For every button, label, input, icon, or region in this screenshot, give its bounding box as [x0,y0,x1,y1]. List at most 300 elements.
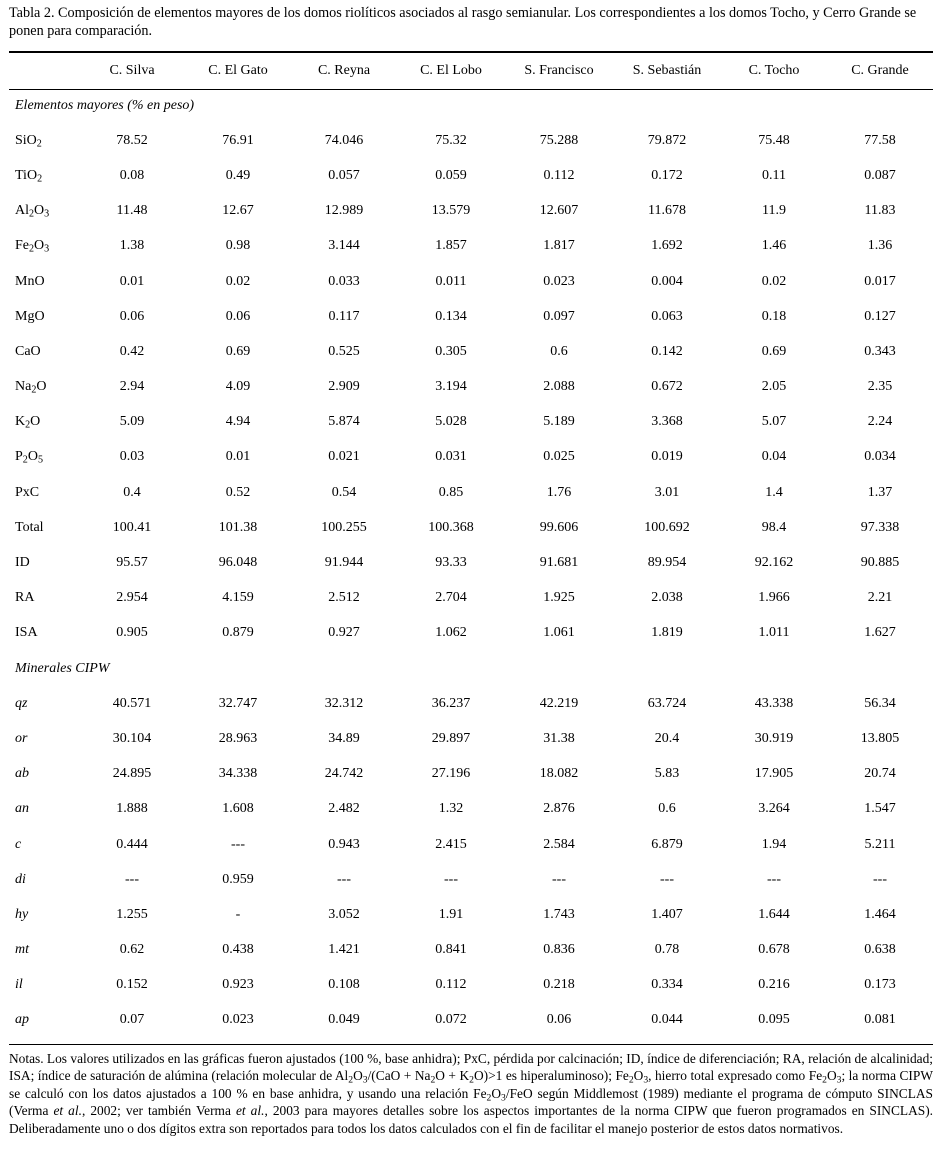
table-cell: 2.038 [651,590,683,606]
table-cell: 12.607 [539,203,579,219]
note-text: /(CaO + Na [367,1068,431,1084]
oxide-subscript: 5 [37,454,44,466]
table-cell: 5.07 [761,414,787,430]
table-cell: 5.09 [119,414,145,430]
table-cell: 0.52 [225,484,251,500]
table-cell: 0.218 [543,977,575,993]
table-cell: 0.836 [543,942,575,958]
table-cell: 2.35 [867,379,893,395]
table-row [9,194,933,229]
table-cell: 0.117 [328,308,360,324]
table-cell: 1.46 [761,238,787,254]
note-text: O + K [435,1068,470,1084]
table-cell: 0.112 [543,167,575,183]
row-label [9,299,79,334]
row-label [9,510,79,545]
row-label: RA [15,590,35,606]
table-cell: 0.04 [761,449,787,465]
table-cell: 98.4 [761,519,787,535]
table-cell: 0.08 [119,167,145,183]
table-cell: 3.01 [654,484,680,500]
table-cell: --- [125,871,139,887]
table-cell: 0.017 [864,273,896,289]
table-cell: 93.33 [435,555,467,571]
oxide-base: MnO [15,273,45,289]
table-cell: 2.876 [543,801,575,817]
table-cell: 0.023 [222,1012,254,1028]
table-cell: 1.888 [116,801,148,817]
table-cell: 20.4 [654,730,680,746]
column-header: S. Francisco [524,63,594,78]
table-cell: 1.94 [761,836,787,852]
table-cell: 43.338 [754,695,794,711]
note-et-al: et al. [53,1103,82,1119]
table-cell: 100.41 [112,519,152,535]
note-text: /FeO según Middlemost (1989) mediante el programa de cómputo SINCLAS (Verma [9,1085,933,1119]
note-sub: 2 [469,1074,474,1086]
table-cell: 89.954 [647,555,687,571]
table-cell: 56.34 [864,695,896,711]
row-label [9,405,79,440]
table-cell: 0.031 [435,449,467,465]
table-cell: 0.134 [435,308,467,324]
table-cell: 4.94 [225,414,251,430]
table-cell: 91.944 [324,555,364,571]
note-sub: 3 [501,1092,506,1104]
table-cell: 1.76 [546,484,572,500]
note-sub: 2 [430,1074,436,1086]
table-cell: 13.579 [431,203,471,219]
table-cell: 17.905 [754,766,794,782]
table-cell: 100.255 [321,519,367,535]
table-caption: Tabla 2. Composición de elementos mayores de los domos riolíticos asociados al rasgo semianular. Los correspondientes a los domos Tocho, y Cerro Grande se ponen para comparación. [9,5,917,39]
table-cell: 0.127 [864,308,896,324]
table-cell: 11.9 [762,203,786,219]
table-cell: 5.028 [435,414,467,430]
table-cell: 1.255 [116,906,148,922]
table-cell: 20.74 [864,766,896,782]
table-cell: 100.692 [644,519,690,535]
table-cell: 0.081 [864,1012,896,1028]
table-cell: 0.4 [123,484,141,500]
table-cell: --- [767,871,781,887]
table-row [9,510,933,545]
table-cell: 1.857 [435,238,467,254]
table-cell: --- [873,871,887,887]
table-cell: 3.194 [435,379,467,395]
table-cell: 1.36 [867,238,893,254]
table-cell: 34.89 [328,730,360,746]
table-cell: 0.033 [328,273,360,289]
oxide-subscript: 2 [31,384,37,396]
table-cell: 0.142 [651,343,683,359]
table-cell: 1.4 [765,484,783,500]
table-cell: 99.606 [539,519,579,535]
table-cell: 2.05 [761,379,787,395]
oxide-base: PxC [15,484,40,500]
note-text: , 2002; ver también Verma [81,1103,236,1119]
table-cell: 92.162 [754,555,794,571]
table-cell: 0.063 [651,308,683,324]
oxide-oxygen: O [34,238,45,254]
table-row [9,968,933,1003]
table-cell: 78.52 [116,132,148,148]
table-cell: 0.678 [758,942,790,958]
row-label: ab [15,766,29,782]
table-row [9,123,933,158]
table-cell: 75.288 [539,132,579,148]
table-row [9,229,933,264]
bottom-rule [9,1044,933,1045]
table-cell: 0.943 [328,836,360,852]
table-cell: 29.897 [431,730,471,746]
table-cell: 1.062 [435,625,467,641]
table-cell: 5.83 [654,766,680,782]
table-row [9,581,933,616]
table-cell: 24.895 [112,766,152,782]
table-cell: 63.724 [647,695,687,711]
oxide-base: Total [15,519,44,535]
oxide-oxygen: O [34,203,45,219]
section-row [9,651,933,686]
oxide-subscript: 2 [22,454,28,466]
table-cell: 1.644 [758,906,790,922]
note-et-al: et al. [235,1103,265,1119]
table-cell: 1.407 [651,906,683,922]
table-cell: 24.742 [324,766,364,782]
table-cell: --- [231,836,245,852]
table-cell: 2.088 [543,379,575,395]
row-label [9,334,79,369]
table-row [9,757,933,792]
table-cell: 40.571 [112,695,152,711]
oxide-base: Fe [15,238,29,254]
table-cell: 1.421 [328,942,360,958]
table-cell: --- [444,871,458,887]
table-cell: 1.925 [543,590,575,606]
oxide-subscript: 2 [29,243,35,255]
table-cell: 0.057 [328,167,360,183]
row-label [9,440,79,475]
table-row [9,827,933,862]
table-row [9,897,933,932]
table-cell: - [235,906,241,922]
row-label: an [15,801,29,817]
table-cell: 1.608 [222,801,254,817]
table-cell: 0.343 [864,343,896,359]
table-row [9,405,933,440]
table-cell: 0.11 [762,167,786,183]
table-cell: 0.173 [864,977,896,993]
oxide-base: K [15,414,26,430]
table-cell: --- [660,871,674,887]
table-cell: 79.872 [647,132,687,148]
row-label [9,229,79,264]
note-text: O [353,1068,363,1084]
note-sub: 2 [822,1074,827,1086]
table-cell: 0.172 [651,167,683,183]
table-cell: 0.097 [543,308,575,324]
table-cell: 0.69 [761,343,787,359]
table-cell: 30.104 [112,730,152,746]
table-cell: 3.052 [328,906,360,922]
table-cell: 75.32 [435,132,467,148]
table-cell: 2.415 [435,836,467,852]
table-cell: 91.681 [539,555,579,571]
table-row [9,334,933,369]
table-cell: 2.704 [435,590,467,606]
row-label [9,123,79,158]
table-cell: 11.48 [116,203,148,219]
table-cell: 31.38 [543,730,575,746]
row-label [9,475,79,510]
table-cell: 0.112 [435,977,467,993]
table-cell: 0.18 [761,308,787,324]
table-cell: 100.368 [428,519,474,535]
table-cell: 0.49 [225,167,251,183]
row-label [9,264,79,299]
table-cell: 0.905 [116,625,148,641]
table-cell: 0.672 [651,379,683,395]
table-cell: 2.584 [543,836,575,852]
table-cell: 0.03 [119,449,145,465]
table-cell: 0.927 [328,625,360,641]
table-cell: 0.444 [116,836,148,852]
oxide-base: CaO [15,343,41,359]
table-cell: 4.159 [222,590,254,606]
table-cell: 2.482 [328,801,360,817]
table-cell: 12.67 [222,203,254,219]
table-cell: 5.211 [864,836,896,852]
table-cell: 0.54 [331,484,357,500]
table-row [9,862,933,897]
table-cell: 0.004 [651,273,683,289]
row-label: qz [15,695,28,711]
table-cell: 0.021 [328,449,360,465]
table-row [9,158,933,193]
table-cell: 1.819 [651,625,683,641]
table-cell: 1.91 [438,906,464,922]
table-cell: 0.07 [119,1012,145,1028]
row-label: ap [15,1012,29,1028]
header-blank [9,54,79,88]
top-rule [9,51,933,53]
table-cell: 2.24 [867,414,893,430]
oxide-subscript: 2 [36,138,42,150]
header-row [9,54,933,88]
table-row [9,933,933,968]
table-row [9,299,933,334]
composition-table [9,54,933,1038]
table-row [9,686,933,721]
note-text: O [826,1068,837,1084]
oxide-base: MgO [15,308,45,324]
note-text: , hierro total expresado como Fe [648,1068,823,1084]
table-body [9,88,933,1038]
table-cell: 34.338 [218,766,258,782]
column-header: S. Sebastián [632,63,702,78]
table-cell: 32.312 [324,695,364,711]
table-cell: 74.046 [324,132,364,148]
table-cell: 0.78 [654,942,680,958]
row-label [9,158,79,193]
table-cell: 0.879 [222,625,254,641]
row-label [9,370,79,405]
row-label: ID [15,555,30,571]
table-cell: 1.692 [651,238,683,254]
note-text: ; la norma CIPW se calculó con los datos ajustados a 100 % en base anhidra, y usando una relación Fe [9,1068,933,1101]
column-header: C. Reyna [317,63,371,78]
table-cell: 1.817 [543,238,575,254]
table-cell: 1.37 [867,484,893,500]
column-header: C. Silva [109,63,155,78]
note-text: Notas. Los valores utilizados en las gráficas fueron ajustados (100 %, base anhidra); PxC, pérdida por calcinación; ID, índice de diferenciación; RA, relación de alcalinidad; ISA; índice de saturación de alúmina (relación molecular de Al [9,1051,934,1084]
table-cell: 0.959 [222,871,254,887]
section-label: Minerales CIPW [15,660,110,676]
column-header: C. Tocho [748,63,800,78]
table-row [9,721,933,756]
table-cell: 0.85 [438,484,464,500]
table-cell: 76.91 [222,132,254,148]
oxide-oxygen: O [27,449,38,465]
note-sub: 3 [643,1074,649,1086]
table-cell: 6.879 [651,836,683,852]
table-cell: 0.6 [550,343,568,359]
table-cell: 36.237 [431,695,471,711]
oxide-base: P [15,449,23,465]
section-label: Elementos mayores (% en peso) [15,97,195,113]
oxide-base: TiO [15,167,38,183]
table-cell: 0.98 [225,238,251,254]
table-cell: 0.034 [864,449,896,465]
table-notes [9,1050,933,1137]
table-cell: 2.94 [119,379,145,395]
table-row [9,440,933,475]
table-cell: 0.525 [328,343,360,359]
table-row [9,1003,933,1038]
note-sub: 2 [628,1074,634,1086]
note-text: O)>1 es hiperaluminoso); Fe [473,1068,629,1084]
table-cell: 0.02 [761,273,787,289]
table-cell: 0.019 [651,449,683,465]
table-cell: 1.38 [119,238,145,254]
row-label: il [15,977,23,993]
table-cell: 0.059 [435,167,467,183]
row-label: or [15,730,28,746]
oxide-subscript: 3 [44,208,50,220]
table-cell: 0.69 [225,343,251,359]
table-cell: 0.01 [225,449,251,465]
table-cell: 0.334 [651,977,683,993]
table-cell: 2.512 [328,590,360,606]
table-cell: 0.305 [435,343,467,359]
oxide-subscript: 2 [25,419,31,431]
table-cell: 90.885 [860,555,900,571]
table-cell: 13.805 [860,730,900,746]
table-cell: 1.32 [438,801,464,817]
table-row [9,545,933,580]
table-cell: 42.219 [539,695,579,711]
table-row [9,370,933,405]
table-cell: --- [337,871,351,887]
table-cell: 2.909 [328,379,360,395]
table-cell: 0.62 [119,942,145,958]
column-header: C. El Lobo [420,63,482,78]
row-label: c [15,836,22,852]
table-cell: 1.464 [864,906,896,922]
oxide-base: Al [15,203,29,219]
table-cell: 0.087 [864,167,896,183]
table-cell: 101.38 [218,519,258,535]
table-row [9,475,933,510]
table-cell: 11.678 [648,203,686,219]
table-cell: 0.023 [543,273,575,289]
row-label: mt [15,942,29,958]
note-text: , 2003 para mayores detalles sobre los aspectos importantes de la norma CIPW que fueron programados en SINCLAS). Deliberadamente uno o dos dígitos extra son reportados para todos los datos calculados con el fin de facilitar el manejo posterior de estos datos normativos. [9,1103,934,1136]
table-cell: 0.011 [435,273,467,289]
column-header: C. El Gato [208,63,268,78]
table-cell: 0.152 [116,977,148,993]
table-cell: 0.044 [651,1012,683,1028]
oxide-subscript: 3 [44,243,50,255]
table-cell: 0.923 [222,977,254,993]
table-cell: 0.01 [119,273,145,289]
table-cell: 1.547 [864,801,896,817]
table-cell: 0.216 [758,977,790,993]
table-cell: 0.108 [328,977,360,993]
table-row [9,792,933,827]
table-cell: 75.48 [758,132,790,148]
table-cell: 18.082 [539,766,579,782]
row-label: ISA [15,625,38,641]
table-cell: 4.09 [225,379,251,395]
table-row [9,264,933,299]
note-sub: 2 [486,1092,492,1104]
oxide-oxygen: O [30,414,41,430]
table-cell: 11.83 [864,203,896,219]
oxide-oxygen: O [36,379,47,395]
table-cell: 1.627 [864,625,896,641]
table-cell: 3.264 [758,801,790,817]
oxide-subscript: 2 [29,208,35,220]
table-cell: 1.061 [543,625,575,641]
table-cell: 96.048 [218,555,258,571]
table-cell: 27.196 [431,766,471,782]
table-cell: 97.338 [860,519,900,535]
note-sub: 3 [836,1074,842,1086]
table-cell: 5.189 [543,414,575,430]
table-cell: 1.743 [543,906,575,922]
table-cell: 0.638 [864,942,896,958]
table-cell: --- [552,871,566,887]
table-cell: 2.21 [867,590,893,606]
table-cell: 0.072 [435,1012,467,1028]
row-label: di [15,871,26,887]
note-text: O [491,1085,502,1101]
table-cell: 5.874 [328,414,360,430]
oxide-base: Na [15,379,32,395]
table-cell: 1.966 [758,590,790,606]
table-cell: 0.06 [546,1012,572,1028]
table-cell: 1.011 [758,625,790,641]
table-cell: 2.954 [116,590,148,606]
table-cell: 0.095 [758,1012,790,1028]
table-cell: 3.368 [651,414,683,430]
table-cell: 0.049 [328,1012,360,1028]
oxide-base: SiO [15,132,37,148]
column-header: C. Grande [851,63,909,78]
table-row [9,616,933,651]
